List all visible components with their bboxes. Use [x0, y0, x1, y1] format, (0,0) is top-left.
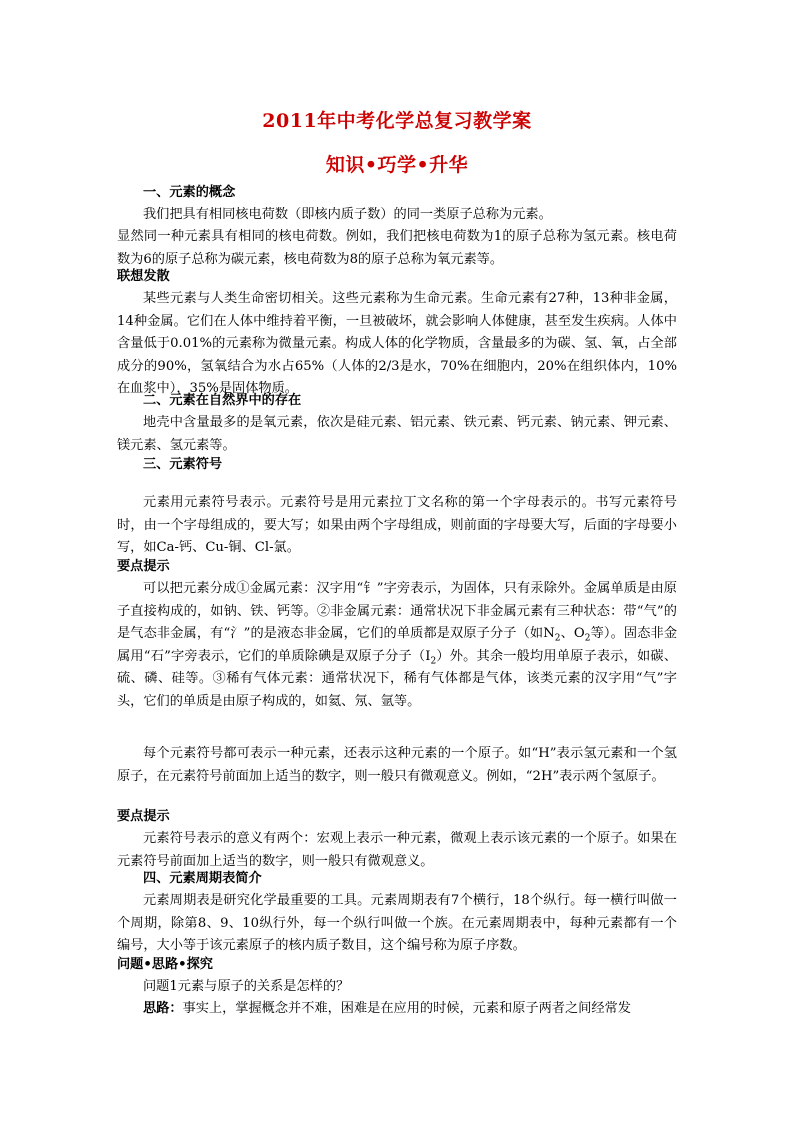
section4-paragraph: 元素周期表是研究化学最重要的工具。元素周期表有7个横行，18个纵行。每一横行叫做一个周期，除第8、9、10纵行外，每一个纵行叫做一个族。在元素周期表中，每种元素都有一个编号，大小等于该元素原子的核内质子数目，这个编号称为原子序数。: [117, 893, 677, 954]
tip1-text-1: 可以把元素分成①金属元素：汉字用“钅”字旁表示，为固体，只有汞除外。金属单质是由原子直接构成的，如钠、铁、钙等。②非金属元素：通常状况下非金属元素有三种状态：带“气”的是气态非金属，有“氵”的是液态非金属，它们的单质都是双原子分子（如N: [117, 581, 677, 642]
section1-heading: 一、元素的概念: [143, 185, 236, 200]
tip1-text-2: 、O: [560, 626, 585, 642]
section2-paragraph: 地壳中含量最多的是氧元素，依次是硅元素、铝元素、铁元素、钙元素、钠元素、钾元素、镁元素、氢元素等。: [117, 415, 677, 453]
tip1-sub-2: 2: [584, 633, 591, 644]
section3-heading: 三、元素符号: [143, 457, 223, 472]
section1-paragraph-2: 显然同一种元素具有相同的核电荷数。例如，我们把核电荷数为1的原子总称为氢元素。核电荷数为6的原子总称为碳元素，核电荷数为8的原子总称为氧元素等。: [117, 229, 677, 267]
tip1-text-3: 等）。固态非金属用“石”字旁表示，它们的单质除碘是双原子分子（I: [117, 626, 678, 664]
tip1-sub-3: 2: [430, 656, 437, 667]
tip1-heading: 要点提示: [117, 559, 170, 574]
section4-heading: 四、元素周期表简介: [143, 871, 262, 886]
tip2-heading: 要点提示: [117, 809, 170, 824]
questions-heading: 问题•思路•探究: [117, 957, 213, 972]
association-paragraph: 某些元素与人类生命密切相关。这些元素称为生命元素。生命元素有27种，13种非金属，14种金属。它们在人体中维持着平衡，一旦被破坏，就会影响人体健康，甚至发生疾病。人体中含量低于0.01%的元素称为微量元素。构成人体的化学物质，含量最多的为碳、氢、氧，占全部成分的90%，氢氧结合为水占65%（人体的2/3是水，70%在细胞内，20%在组织体内，10%在血浆中），35%是固体物质。: [117, 291, 677, 397]
tip1-text-4: ）外。其余一般均用单原子表示，如碳、硫、磷、硅等。③稀有气体元素：通常状况下，稀有气体都是气体，该类元素的汉字用“气”字头，它们的单质是由原子构成的，如氦、氖、氩等。: [117, 648, 678, 709]
tip1-paragraph: [117, 578, 677, 714]
tip1-sub-1: 2: [554, 633, 561, 644]
question-1-idea: [117, 998, 677, 1021]
symbol-meaning-paragraph: 每个元素符号都可表示一种元素，还表示这种元素的一个原子。如“H”表示氢元素和一个氢原子，在元素符号前面加上适当的数字，则一般只有微观意义。例如，“2H”表示两个氢原子。: [117, 746, 677, 784]
section1-paragraph-1: 我们把具有相同核电荷数（即核内质子数）的同一类原子总称为元素。: [143, 207, 552, 222]
question-1: 问题1元素与原子的关系是怎样的？: [143, 979, 350, 994]
document-title: 2011年中考化学总复习教学案: [262, 110, 532, 132]
tip2-paragraph: 元素符号表示的意义有两个：宏观上表示一种元素，微观上表示该元素的一个原子。如果在元素符号前面加上适当的数字，则一般只有微观意义。: [117, 831, 677, 869]
section2-heading: 二、元素在自然界中的存在: [143, 393, 302, 408]
idea-text: 事实上，掌握概念并不难，困难是在应用的时候，元素和原子两者之间经常发: [182, 1001, 631, 1016]
document-subtitle: 知识•巧学•升华: [325, 154, 469, 176]
association-heading: 联想发散: [117, 269, 170, 284]
idea-label: 思路：: [143, 1001, 183, 1016]
section3-paragraph: 元素用元素符号表示。元素符号是用元素拉丁文名称的第一个字母表示的。书写元素符号时，由一个字母组成的，要大写；如果由两个字母组成，则前面的字母要大写，后面的字母要小写，如Ca-钙、Cu-铜、Cl-氯。: [117, 495, 677, 556]
